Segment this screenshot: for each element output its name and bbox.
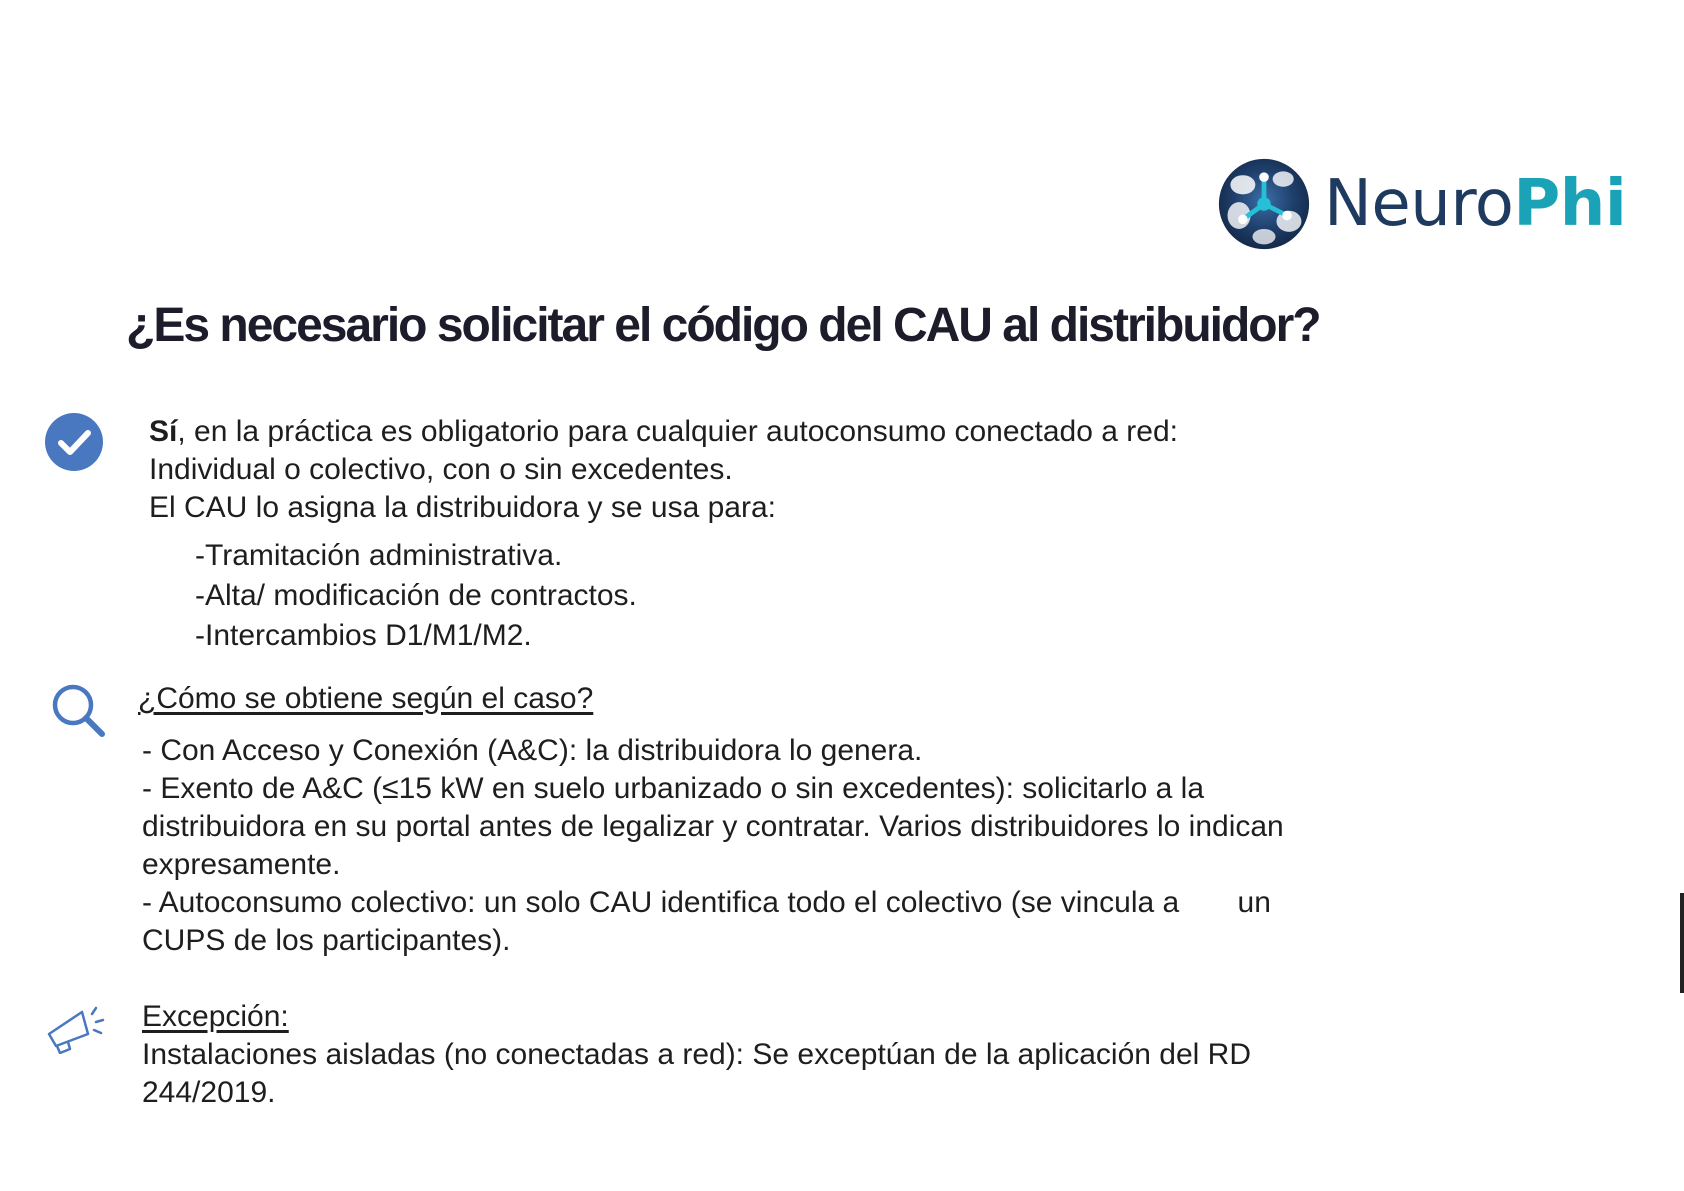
section1-line1 xyxy=(149,413,1178,451)
section-exception xyxy=(142,998,1251,1112)
logo-wordmark xyxy=(1324,167,1627,241)
list-item: distribuidora en su portal antes de legalizar y contratar. Varios distribuidores lo indican xyxy=(142,810,1284,843)
magnifier-icon xyxy=(50,682,108,740)
list-item: - Con Acceso y Conexión (A&C): la distribuidora lo genera. xyxy=(142,734,923,767)
neurophi-logo xyxy=(1216,156,1626,252)
section-how-obtained xyxy=(142,732,1284,960)
megaphone-icon xyxy=(44,1004,106,1054)
scrollbar-edge[interactable] xyxy=(1680,893,1684,993)
list-item: expresamente. xyxy=(142,848,341,881)
section2-heading xyxy=(138,680,593,718)
section1-line3: El CAU lo asigna la distribuidora y se usa para: xyxy=(149,491,776,524)
check-circle-icon xyxy=(44,412,104,472)
page-title: ¿Es necesario solicitar el código del CAU al distribuidor? xyxy=(126,299,1320,352)
section1-line1-rest: , en la práctica es obligatorio para cualquier autoconsumo conectado a red: xyxy=(177,415,1178,448)
list-item: - Autoconsumo colectivo: un solo CAU identifica todo el colectivo (se vincula a un xyxy=(142,886,1271,919)
how-obtained-heading: ¿Cómo se obtiene según el caso? xyxy=(138,682,594,715)
list-item: CUPS de los participantes). xyxy=(142,924,511,957)
logo-text-phi: Phi xyxy=(1513,167,1627,241)
answer-yes: Sí xyxy=(149,415,178,448)
logo-text-neuro: Neuro xyxy=(1324,167,1514,241)
exception-heading: Excepción: xyxy=(142,1000,289,1033)
section-cau-required xyxy=(149,413,1178,527)
section1-line2: Individual o colectivo, con o sin excedentes. xyxy=(149,453,733,486)
list-item: - Exento de A&C (≤15 kW en suelo urbanizado o sin excedentes): solicitarlo a la xyxy=(142,772,1205,805)
list-item: -Tramitación administrativa. xyxy=(195,539,563,572)
exception-line: Instalaciones aisladas (no conectadas a red): Se exceptúan de la aplicación del RD xyxy=(142,1038,1252,1071)
list-item: -Alta/ modificación de contractos. xyxy=(195,579,637,612)
neurophi-logo-mark xyxy=(1216,156,1312,252)
exception-line: 244/2019. xyxy=(142,1076,276,1109)
list-item: -Intercambios D1/M1/M2. xyxy=(195,619,532,652)
cau-uses-list xyxy=(195,536,637,656)
